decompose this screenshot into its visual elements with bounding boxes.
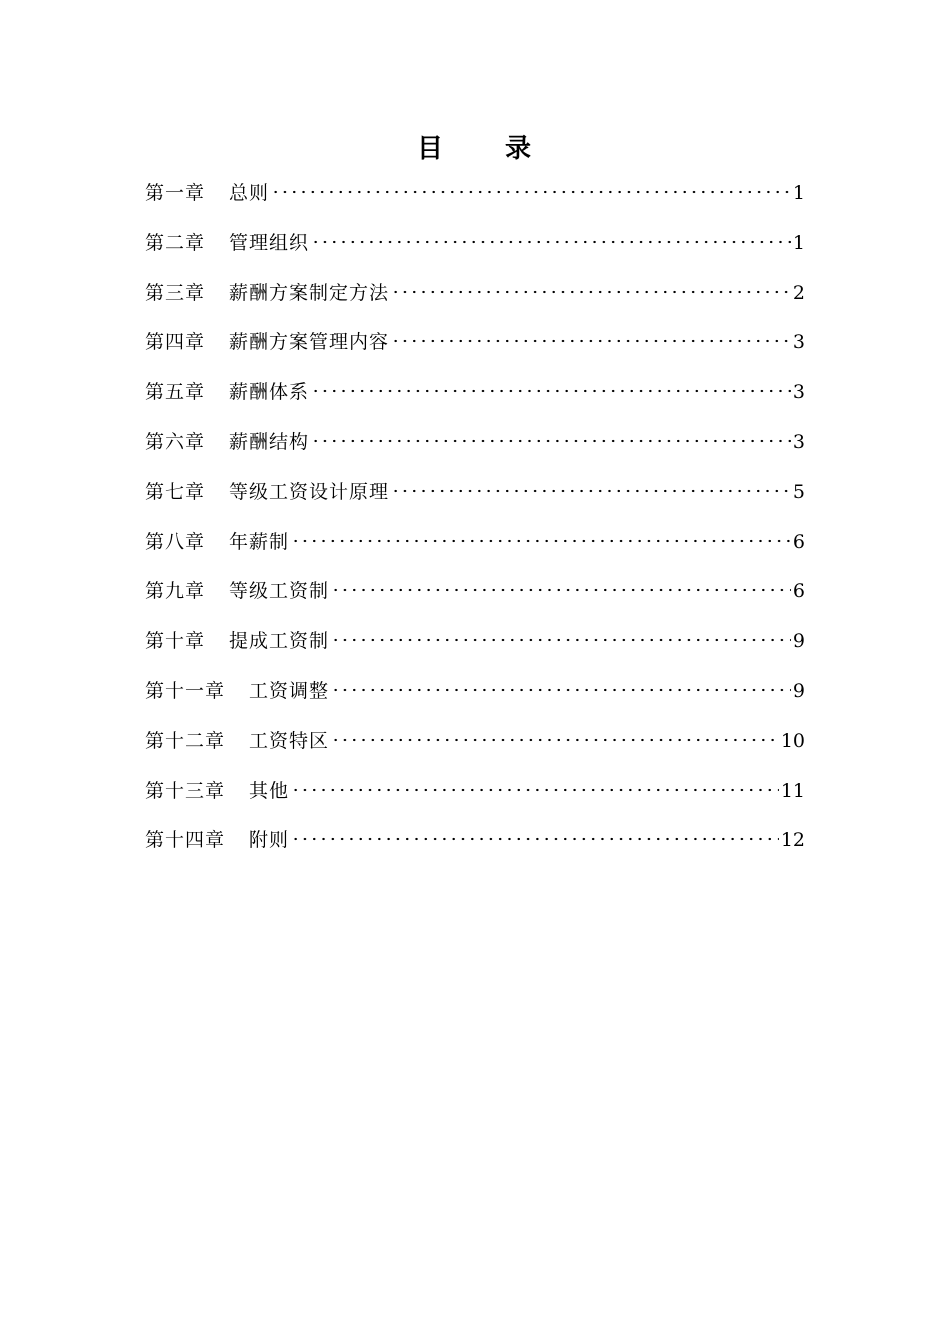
dot-leader: [311, 438, 791, 444]
toc-page-number: 3: [792, 430, 805, 453]
toc-chapter-number: 第十四章: [145, 829, 226, 852]
dot-leader: [391, 338, 791, 344]
toc-chapter-number: 第十二章: [145, 729, 226, 752]
dot-leader: [331, 637, 791, 643]
toc-chapter-number: 第二章: [145, 231, 206, 254]
toc-chapter-number: 第五章: [145, 381, 206, 404]
toc-entry[interactable]: [145, 776, 805, 826]
dot-leader: [331, 737, 779, 743]
toc-page-number: 11: [780, 779, 805, 802]
toc-page-number: 9: [792, 679, 805, 702]
toc-chapter-title: 薪酬方案制定方法: [229, 281, 390, 304]
toc-entry[interactable]: [145, 178, 805, 228]
toc-chapter-title: 工资调整: [249, 679, 330, 702]
toc-entry[interactable]: [145, 327, 805, 377]
toc-page-number: 10: [780, 729, 805, 752]
dot-leader: [331, 687, 791, 693]
toc-page-number: 1: [792, 182, 805, 204]
toc-chapter-number: 第十一章: [145, 679, 226, 702]
toc-chapter-number: 第六章: [145, 430, 206, 453]
dot-leader: [391, 289, 791, 295]
toc-chapter-number: 第八章: [145, 530, 206, 553]
toc-entry[interactable]: [145, 228, 805, 278]
toc-page-number: 9: [792, 630, 805, 653]
toc-page-number: 5: [792, 480, 805, 503]
toc-chapter-title: 薪酬结构: [229, 430, 310, 453]
toc-chapter-title: 其他: [249, 779, 290, 802]
toc-chapter-number: 第七章: [145, 480, 206, 503]
toc-chapter-title: 年薪制: [229, 530, 290, 553]
toc-chapter-number: 第九章: [145, 580, 206, 603]
toc-chapter-number: 第四章: [145, 331, 206, 354]
toc-list: [145, 178, 805, 875]
toc-entry[interactable]: [145, 477, 805, 527]
dot-leader: [331, 587, 791, 593]
toc-chapter-title: 附则: [249, 829, 290, 852]
toc-title-left: 目: [416, 134, 445, 164]
toc-entry[interactable]: [145, 278, 805, 328]
toc-entry[interactable]: [145, 527, 805, 577]
toc-chapter-title: 等级工资制: [229, 580, 330, 603]
toc-chapter-number: 第一章: [145, 182, 206, 204]
toc-chapter-title: 薪酬体系: [229, 381, 310, 404]
dot-leader: [271, 189, 791, 195]
toc-chapter-title: 管理组织: [229, 231, 310, 254]
toc-chapter-title: 工资特区: [249, 729, 330, 752]
toc-page-number: 3: [792, 331, 805, 354]
toc-chapter-title: 总则: [229, 182, 270, 204]
dot-leader: [311, 388, 791, 394]
toc-entry[interactable]: [145, 825, 805, 875]
toc-page-number: 6: [792, 530, 805, 553]
toc-page-number: 6: [792, 580, 805, 603]
toc-page-number: 3: [792, 381, 805, 404]
toc-page-number: 2: [792, 281, 805, 304]
dot-leader: [291, 538, 791, 544]
toc-page-number: 12: [780, 829, 805, 852]
toc-chapter-title: 薪酬方案管理内容: [229, 331, 390, 354]
dot-leader: [291, 787, 779, 793]
toc-chapter-title: 提成工资制: [229, 630, 330, 653]
toc-entry[interactable]: [145, 427, 805, 477]
dot-leader: [311, 239, 791, 245]
toc-entry[interactable]: [145, 576, 805, 626]
toc-chapter-number: 第十章: [145, 630, 206, 653]
toc-entry[interactable]: [145, 726, 805, 776]
toc-title: [0, 128, 950, 165]
toc-chapter-number: 第三章: [145, 281, 206, 304]
toc-entry[interactable]: [145, 626, 805, 676]
dot-leader: [291, 836, 779, 842]
toc-entry[interactable]: [145, 676, 805, 726]
toc-chapter-number: 第十三章: [145, 779, 226, 802]
toc-page-number: 1: [792, 231, 805, 254]
toc-title-right: 录: [505, 134, 534, 164]
toc-chapter-title: 等级工资设计原理: [229, 480, 390, 503]
dot-leader: [391, 488, 791, 494]
toc-entry[interactable]: [145, 377, 805, 427]
